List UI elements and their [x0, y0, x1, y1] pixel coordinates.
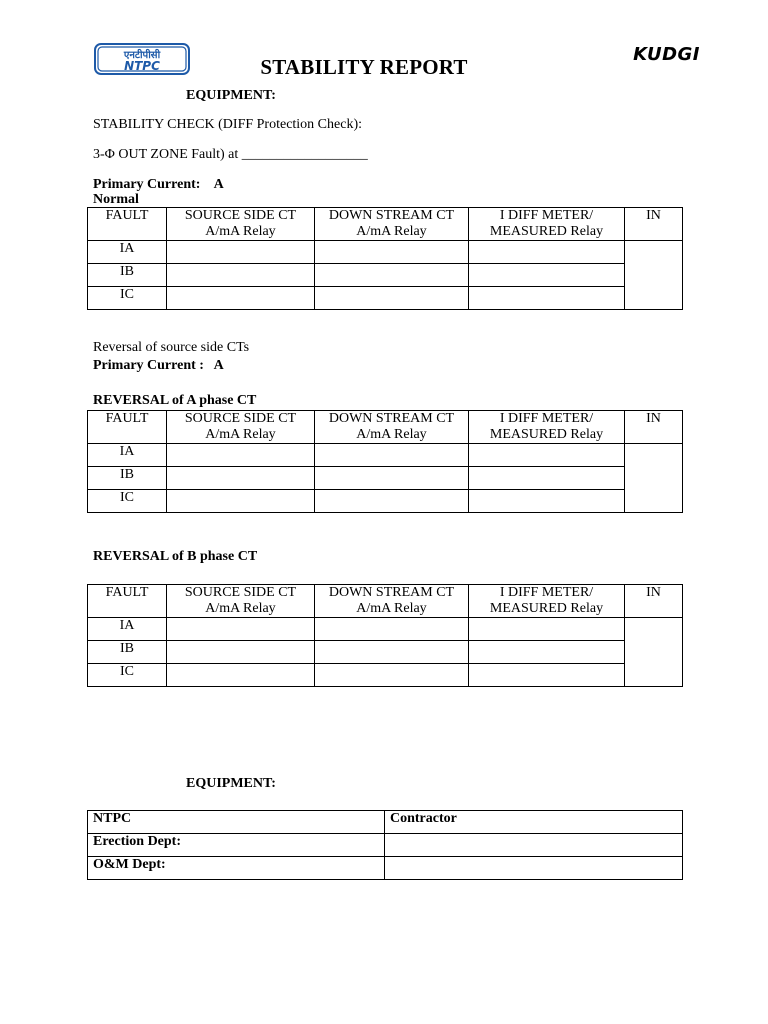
primary-current-label: Primary Current: A [93, 177, 224, 192]
sign-table [87, 810, 683, 880]
col-in: IN [625, 585, 683, 618]
downstream-cell[interactable] [315, 641, 469, 664]
normal-table [87, 207, 683, 310]
source-cell[interactable] [167, 287, 315, 310]
downstream-cell[interactable] [315, 664, 469, 687]
ntpc-label: NTPC [88, 811, 385, 834]
table-row [88, 241, 683, 264]
in-cell[interactable] [625, 444, 683, 513]
table-header-row [88, 585, 683, 618]
idiff-cell[interactable] [469, 287, 625, 310]
table-row [88, 490, 683, 513]
idiff-cell[interactable] [469, 241, 625, 264]
source-cell[interactable] [167, 490, 315, 513]
table-row [88, 834, 683, 857]
fault-label: IB [88, 641, 167, 664]
idiff-cell[interactable] [469, 618, 625, 641]
downstream-cell[interactable] [315, 264, 469, 287]
equipment-label: EQUIPMENT: [186, 88, 276, 103]
col-source: SOURCE SIDE CT A/mA Relay [167, 411, 315, 444]
col-source: SOURCE SIDE CT A/mA Relay [167, 208, 315, 241]
source-cell[interactable] [167, 467, 315, 490]
downstream-cell[interactable] [315, 241, 469, 264]
footer-equipment-label: EQUIPMENT: [186, 776, 276, 791]
source-cell[interactable] [167, 664, 315, 687]
col-fault: FAULT [88, 585, 167, 618]
downstream-cell[interactable] [315, 490, 469, 513]
table-header-row [88, 411, 683, 444]
in-cell[interactable] [625, 618, 683, 687]
fault-label: IA [88, 444, 167, 467]
svg-text:NTPC: NTPC [124, 59, 160, 73]
table-row [88, 664, 683, 687]
reversal-b-label: REVERSAL of B phase CT [93, 549, 258, 564]
table-row [88, 857, 683, 880]
reversal-primary-current: Primary Current : A [93, 358, 224, 373]
col-in: IN [625, 411, 683, 444]
col-idiff: I DIFF METER/ MEASURED Relay [469, 585, 625, 618]
reversal-a-table [87, 410, 683, 513]
downstream-cell[interactable] [315, 467, 469, 490]
idiff-cell[interactable] [469, 641, 625, 664]
table-row [88, 467, 683, 490]
idiff-cell[interactable] [469, 490, 625, 513]
idiff-cell[interactable] [469, 664, 625, 687]
reversal-intro: Reversal of source side CTs [93, 340, 250, 355]
source-cell[interactable] [167, 641, 315, 664]
reversal-a-label: REVERSAL of A phase CT [93, 393, 257, 408]
idiff-cell[interactable] [469, 467, 625, 490]
source-cell[interactable] [167, 264, 315, 287]
table-row [88, 444, 683, 467]
col-fault: FAULT [88, 411, 167, 444]
contractor-label: Contractor [385, 811, 683, 834]
col-idiff: I DIFF METER/ MEASURED Relay [469, 208, 625, 241]
out-zone-label: 3-Φ OUT ZONE Fault) at __________________ [93, 147, 368, 162]
downstream-cell[interactable] [315, 618, 469, 641]
downstream-cell[interactable] [315, 444, 469, 467]
table-header-row [88, 208, 683, 241]
col-downstream: DOWN STREAM CT A/mA Relay [315, 208, 469, 241]
page-title: STABILITY REPORT [260, 55, 468, 79]
normal-label: Normal [93, 192, 139, 207]
fault-label: IB [88, 264, 167, 287]
fault-label: IA [88, 618, 167, 641]
svg-text:एनटीपीसी: एनटीपीसी [123, 50, 161, 61]
om-dept-sign[interactable] [385, 857, 683, 880]
om-dept-label: O&M Dept: [88, 857, 385, 880]
in-cell[interactable] [625, 241, 683, 310]
table-row [88, 287, 683, 310]
reversal-b-table [87, 584, 683, 687]
source-cell[interactable] [167, 618, 315, 641]
fault-label: IC [88, 287, 167, 310]
idiff-cell[interactable] [469, 444, 625, 467]
table-row [88, 811, 683, 834]
fault-label: IA [88, 241, 167, 264]
idiff-cell[interactable] [469, 264, 625, 287]
erection-dept-sign[interactable] [385, 834, 683, 857]
fault-label: IB [88, 467, 167, 490]
col-idiff: I DIFF METER/ MEASURED Relay [469, 411, 625, 444]
erection-dept-label: Erection Dept: [88, 834, 385, 857]
col-downstream: DOWN STREAM CT A/mA Relay [315, 585, 469, 618]
source-cell[interactable] [167, 241, 315, 264]
col-in: IN [625, 208, 683, 241]
fault-label: IC [88, 490, 167, 513]
source-cell[interactable] [167, 444, 315, 467]
table-row [88, 641, 683, 664]
table-row [88, 264, 683, 287]
fault-label: IC [88, 664, 167, 687]
col-downstream: DOWN STREAM CT A/mA Relay [315, 411, 469, 444]
site-name: KUDGI [633, 44, 700, 65]
col-source: SOURCE SIDE CT A/mA Relay [167, 585, 315, 618]
downstream-cell[interactable] [315, 287, 469, 310]
stability-check-label: STABILITY CHECK (DIFF Protection Check): [93, 117, 363, 132]
col-fault: FAULT [88, 208, 167, 241]
table-row [88, 618, 683, 641]
